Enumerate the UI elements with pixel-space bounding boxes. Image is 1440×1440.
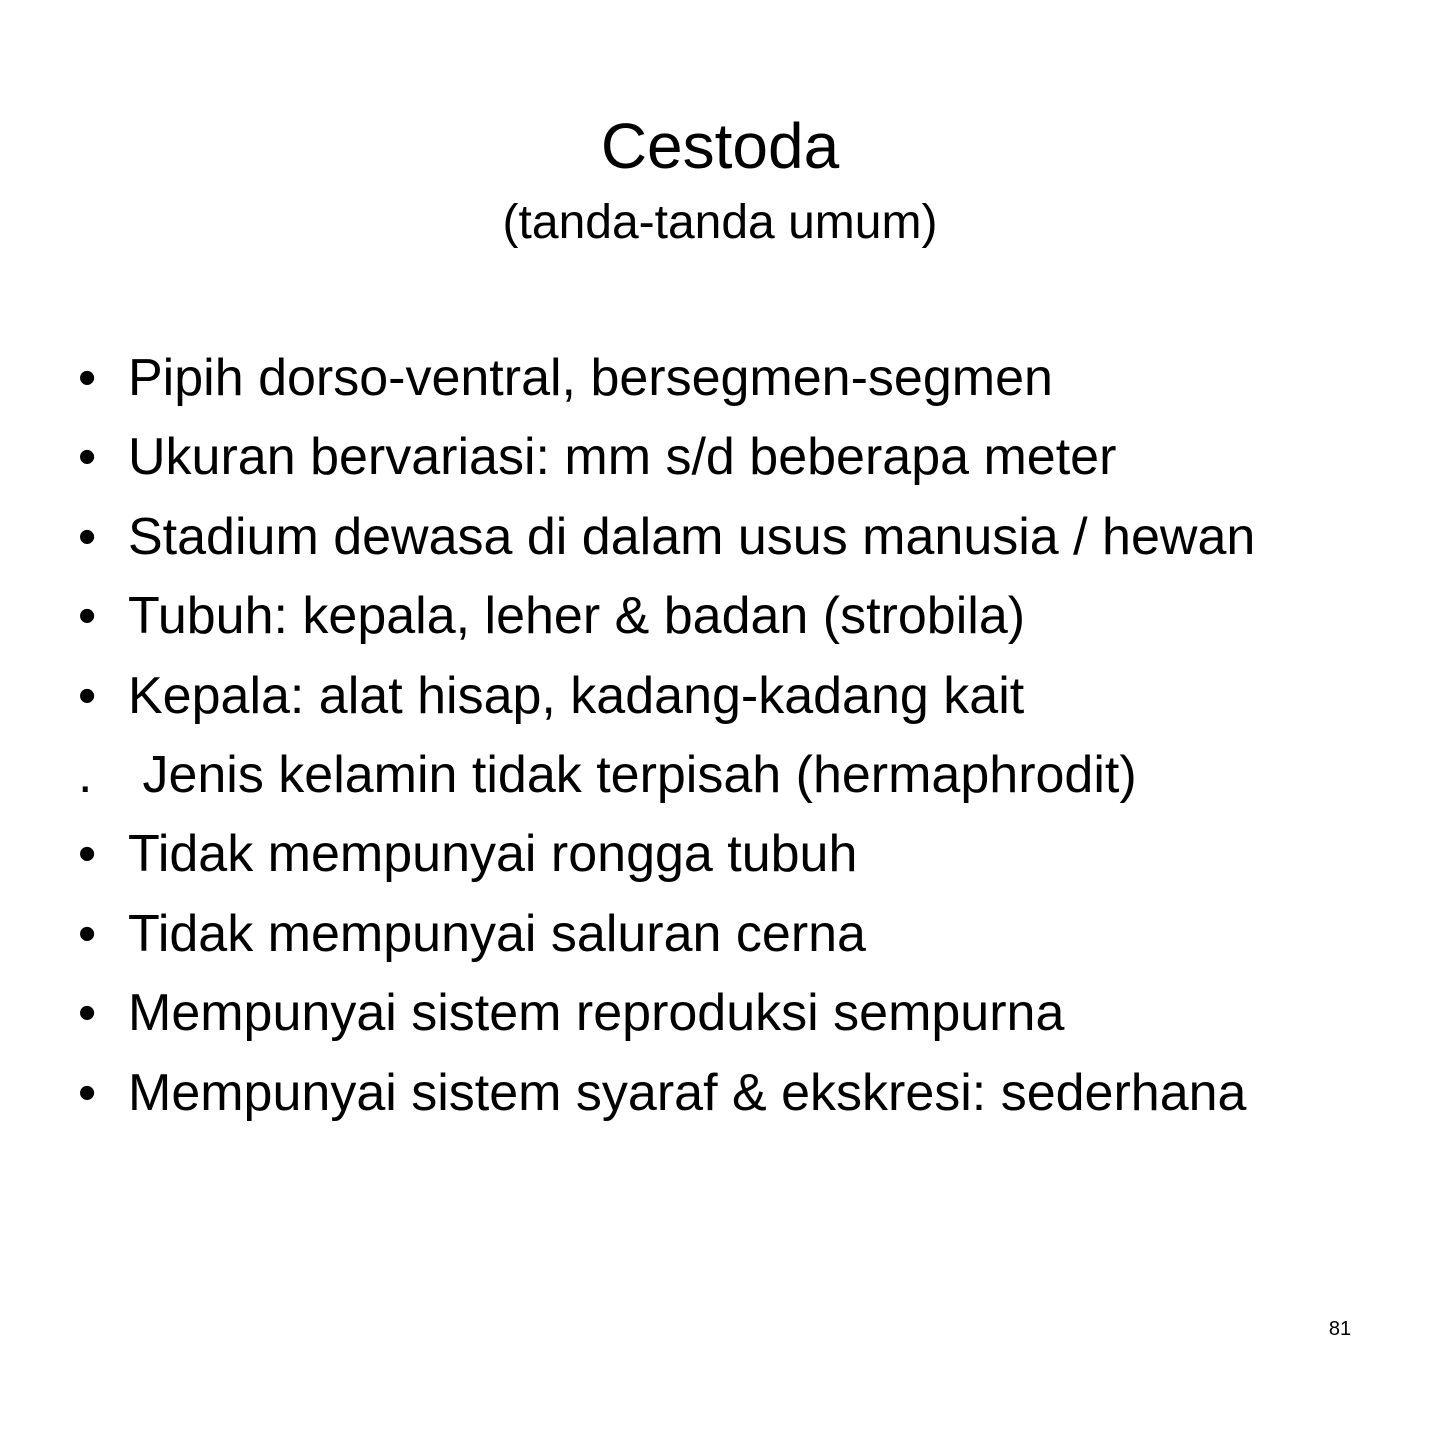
list-item-text: Jenis kelamin tidak terpisah (hermaphrodit) (128, 745, 1137, 804)
bullet-list (78, 344, 1378, 1138)
list-item (78, 423, 1378, 502)
list-item (78, 344, 1378, 423)
list-item (78, 503, 1378, 582)
list-item (78, 582, 1378, 661)
bullet-marker: • (78, 507, 97, 566)
list-item (78, 1059, 1378, 1138)
list-item-text: Tidak mempunyai saluran cerna (128, 904, 866, 963)
list-item-text: Tubuh: kepala, leher & badan (strobila) (128, 587, 1026, 646)
list-item (78, 820, 1378, 899)
list-item-text: Pipih dorso-ventral, bersegmen-segmen (128, 349, 1053, 407)
slide-subtitle: (tanda-tanda umum) (502, 196, 938, 249)
bullet-marker: • (78, 428, 97, 487)
list-item-text: Kepala: alat hisap, kadang-kadang kait (128, 666, 1025, 725)
list-item-text: Ukuran bervariasi: mm s/d beberapa meter (128, 428, 1117, 487)
bullet-marker: • (78, 984, 97, 1043)
bullet-marker: • (78, 825, 97, 884)
bullet-marker: • (78, 904, 97, 963)
list-item-text: Mempunyai sistem reproduksi sempurna (128, 984, 1065, 1043)
bullet-marker: • (78, 666, 97, 725)
list-item-text: Tidak mempunyai rongga tubuh (128, 825, 858, 884)
bullet-marker: . (78, 745, 93, 804)
page-number: 81 (1328, 1318, 1352, 1340)
list-item-text: Stadium dewasa di dalam usus manusia / hewan (128, 507, 1256, 566)
slide-title: Cestoda (600, 110, 840, 182)
list-item (78, 979, 1378, 1058)
list-item-text: Mempunyai sistem syaraf & ekskresi: sederhana (128, 1063, 1247, 1122)
list-item (78, 741, 1378, 820)
bullet-marker: • (78, 587, 97, 646)
bullet-marker: • (78, 1063, 97, 1122)
list-item (78, 900, 1378, 979)
bullet-marker: • (78, 349, 97, 407)
list-item (78, 662, 1378, 741)
